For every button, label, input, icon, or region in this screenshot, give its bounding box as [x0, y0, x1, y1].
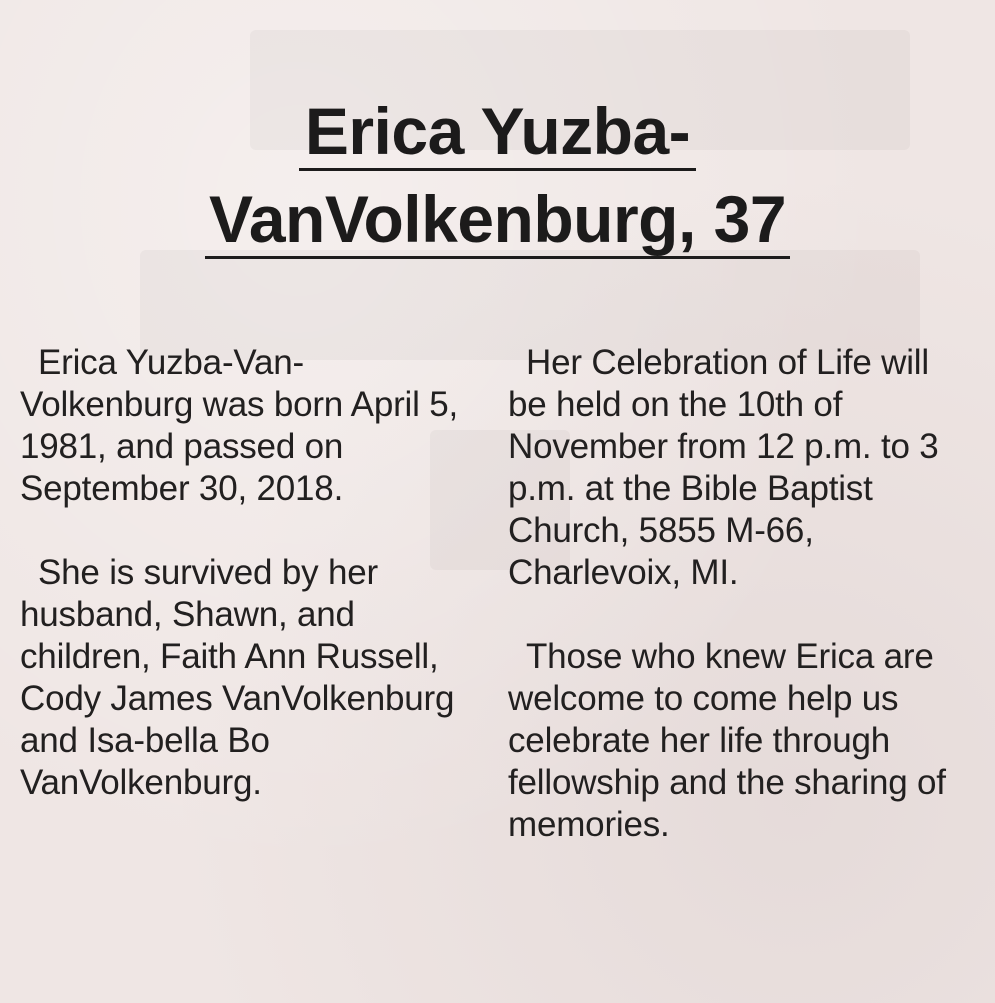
celebration-paragraph: Her Celebration of Life will be held on the 10th of November from 12 p.m. to 3 p.m. at the Bible Baptist Church, 5855 M-66, Charlevoix, MI.	[508, 343, 939, 592]
headline-text-2: VanVolkenburg, 37	[205, 186, 790, 259]
headline-text-1: Erica Yuzba-	[299, 98, 696, 171]
invitation-paragraph: Those who knew Erica are welcome to come help us celebrate her life through fellowship and the sharing of memories.	[508, 637, 946, 844]
obituary-headline-line-1	[0, 94, 995, 171]
birth-death-paragraph: Erica Yuzba-Van-Volkenburg was born April 5, 1981, and passed on September 30, 2018.	[20, 343, 459, 508]
survivors-paragraph: She is survived by her husband, Shawn, and children, Faith Ann Russell, Cody James VanVolkenburg and Isa-bella Bo VanVolkenburg.	[20, 553, 455, 802]
obituary-headline-line-2	[0, 182, 995, 259]
right-column	[508, 342, 958, 888]
left-column	[20, 342, 470, 846]
